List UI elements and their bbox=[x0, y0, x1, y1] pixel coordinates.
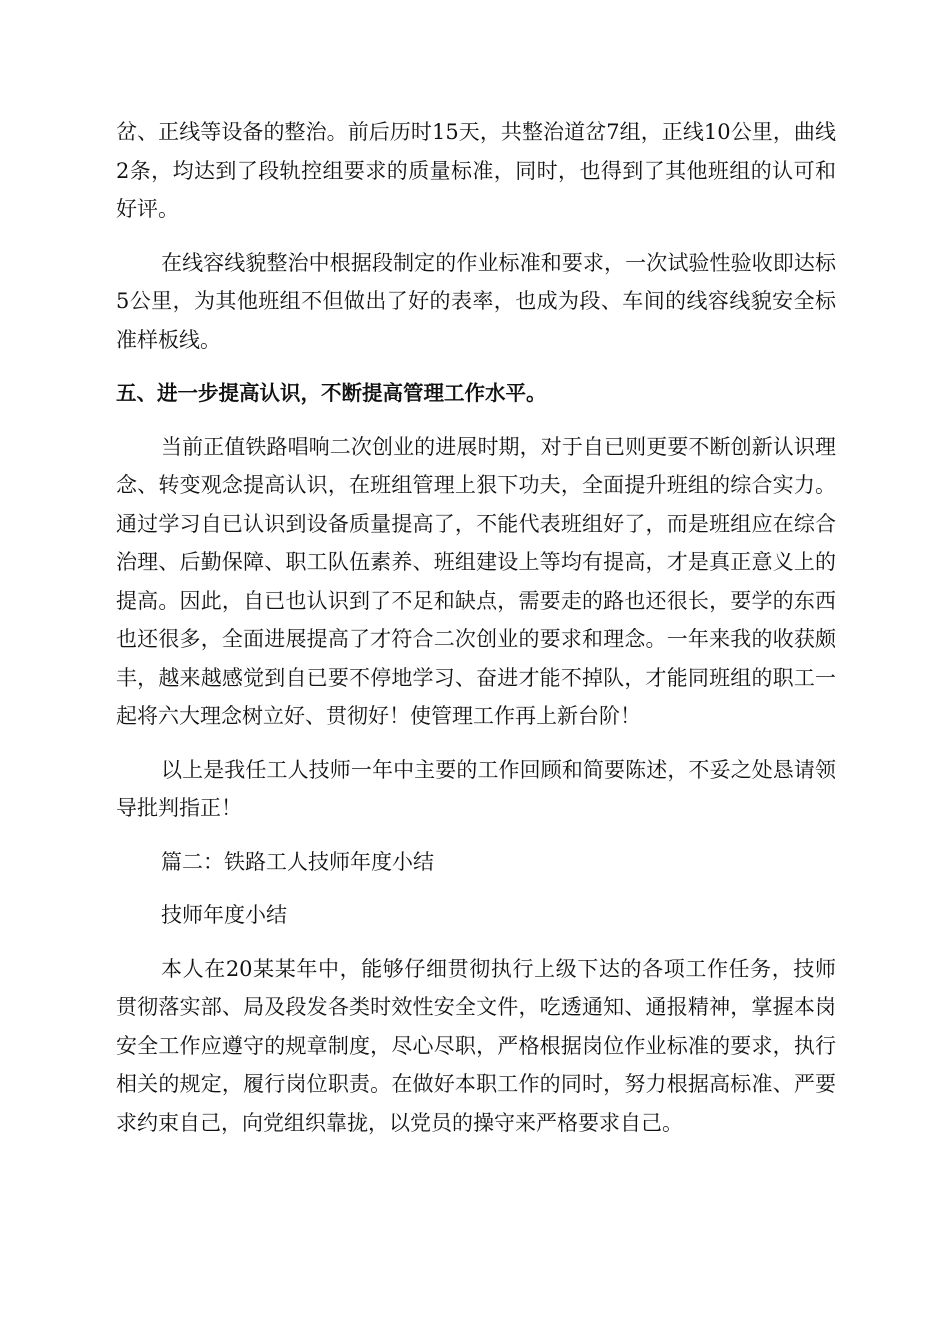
subtitle-annual-summary: 技师年度小结 bbox=[161, 903, 287, 927]
paragraph-line-appearance: 在线容线貌整治中根据段制定的作业标准和要求，一次试验性验收即达标5公里，为其他班组不但做出了好的表率，也成为段、车间的线容线貌安全标准样板线。 bbox=[116, 250, 836, 352]
paragraph-annual-summary-body: 本人在20某某年中，能够仔细贯彻执行上级下达的各项工作任务，技师贯彻落实部、局及段发各类时效性安全文件，吃透通知、通报精神，掌握本岗安全工作应遵守的规章制度，尽心尽职，严格根据岗位作业标准的要求，执行相关的规定，履行岗位职责。在做好本职工作的同时，努力根据高标准、严要求约束自己，向党组织靠拢，以党员的操守来严格要求自己。 bbox=[116, 956, 836, 1135]
paragraph-track-renovation: 岔、正线等设备的整治。前后历时15天，共整治道岔7组，正线10公里，曲线2条，均达到了段轨控组要求的质量标准，同时，也得到了其他班组的认可和好评。 bbox=[116, 120, 836, 221]
paragraph-management-level: 当前正值铁路唱响二次创业的进展时期，对于自已则更要不断创新认识理念、转变观念提高认识，在班组管理上狠下功夫，全面提升班组的综合实力。通过学习自已认识到设备质量提高了，不能代表班组好了，而是班组应在综合治理、后勤保障、职工队伍素养、班组建设上等均有提高，才是真正意义上的提高。因此，自已也认识到了不足和缺点，需要走的路也还很长，要学的东西也还很多，全面进展提高了才符合二次创业的要求和理念。一年来我的收获颇丰，越来越感觉到自已要不停地学习、奋进才能不掉队，才能同班组的职工一起将六大理念树立好、贯彻好！使管理工作再上新台阶！ bbox=[116, 434, 836, 728]
paragraph-closing-remarks: 以上是我任工人技师一年中主要的工作回顾和简要陈述，不妥之处恳请领导批判指正！ bbox=[116, 757, 836, 820]
article-two-title: 篇二：铁路工人技师年度小结 bbox=[161, 849, 434, 874]
section-heading-five: 五、进一步提高认识，不断提高管理工作水平。 bbox=[116, 381, 547, 405]
document-page bbox=[116, 113, 836, 1142]
